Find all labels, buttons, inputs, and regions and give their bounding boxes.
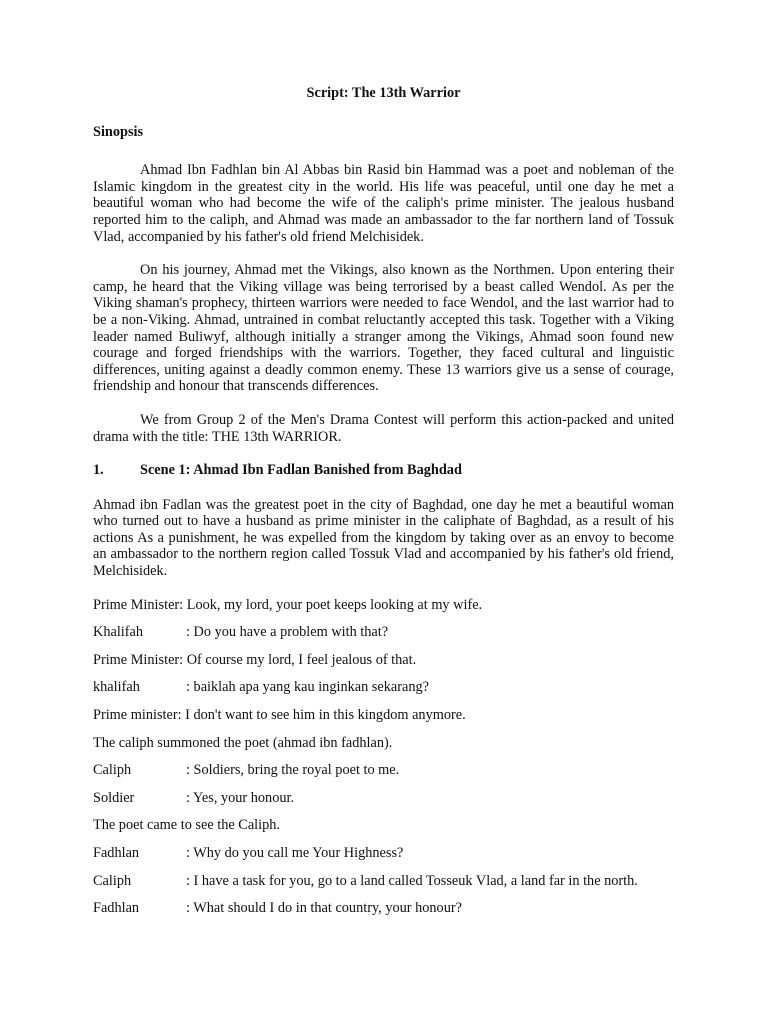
speaker-name: Soldier [93, 789, 135, 806]
document-title: Script: The 13th Warrior [306, 85, 461, 101]
script-line: Prime Minister: Of course my lord, I feel jealous of that. [93, 651, 417, 668]
script-line: Prime minister: I don't want to see him in this kingdom anymore. [93, 707, 466, 724]
dialogue-line [93, 845, 674, 862]
dialogue-text: : baiklah apa yang kau inginkan sekarang? [186, 679, 429, 696]
speaker-name: Khalifah [93, 624, 144, 641]
dialogue-line [93, 679, 674, 696]
dialogue-text: : Do you have a problem with that? [186, 624, 389, 641]
speaker-name: Fadhlan [93, 845, 140, 861]
dialogue-text: : What should I do in that country, your honour? [186, 900, 462, 917]
scene-number: 1. [93, 462, 104, 479]
synopsis-paragraph: On his journey, Ahmad met the Vikings, also known as the Northmen. Upon entering their camp, he heard that the Viking village was being terrorised by a beast called Wendol. As per the Viking shaman's prophecy, thirteen warriors were needed to face Wendol, and the last warrior had to be a non-Viking. Ahmad, untrained in combat reluctantly accepted this task. Together with a Viking leader named Buliwyf, although initially a stranger among the Vikings, Ahmad soon found new courage and forged friendships with the warriors. Together, they faced cultural and linguistic differences, uniting against a deadly common enemy. These 13 warriors give us a sense of courage, friendship and honour that transcends differences. [93, 262, 674, 395]
synopsis-paragraph: Ahmad Ibn Fadhlan bin Al Abbas bin Rasid bin Hammad was a poet and nobleman of the Islamic kingdom in the greatest city in the world. His life was peaceful, until one day he met a beautiful woman who had become the wife of the caliph's prime minister. The jealous husband reported him to the caliph, and Ahmad was made an ambassador to the far northern land of Tossuk Vlad, accompanied by his father's old friend Melchisidek. [93, 162, 674, 245]
dialogue-line [93, 762, 674, 779]
dialogue-line [93, 624, 674, 641]
speaker-name: Caliph [93, 762, 132, 779]
script-line: The caliph summoned the poet (ahmad ibn fadhlan). [93, 734, 393, 751]
dialogue-text: : Why do you call me Your Highness? [186, 845, 404, 861]
scene-title: Scene 1: Ahmad Ibn Fadlan Banished from Baghdad [140, 462, 462, 479]
dialogue-text: : Soldiers, bring the royal poet to me. [186, 762, 400, 779]
script-line: The poet came to see the Caliph. [93, 817, 280, 834]
synopsis-heading: Sinopsis [93, 123, 144, 140]
speaker-name: Fadhlan [93, 900, 140, 917]
speaker-name: Caliph [93, 872, 132, 889]
dialogue-line [93, 900, 674, 917]
dialogue-line [93, 790, 674, 807]
document-page [93, 85, 674, 928]
dialogue-text: : I have a task for you, go to a land called Tosseuk Vlad, a land far in the north. [186, 872, 638, 889]
synopsis-paragraph: We from Group 2 of the Men's Drama Contest will perform this action-packed and united drama with the title: THE 13th WARRIOR. [93, 411, 674, 445]
dialogue-text: : Yes, your honour. [186, 789, 295, 806]
speaker-name: khalifah [93, 679, 140, 696]
dialogue-line [93, 873, 674, 890]
script-line: Prime Minister: Look, my lord, your poet keeps looking at my wife. [93, 596, 483, 613]
scene-intro: Ahmad ibn Fadlan was the greatest poet in the city of Baghdad, one day he met a beautiful woman who turned out to have a husband as prime minister in the caliphate of Baghdad, as a result of his actions As a punishment, he was expelled from the kingdom by taking over as an envoy to become an ambassador to the northern region called Tossuk Vlad and accompanied by his father's old friend, Melchisidek. [93, 496, 674, 580]
scene-heading [93, 462, 674, 479]
